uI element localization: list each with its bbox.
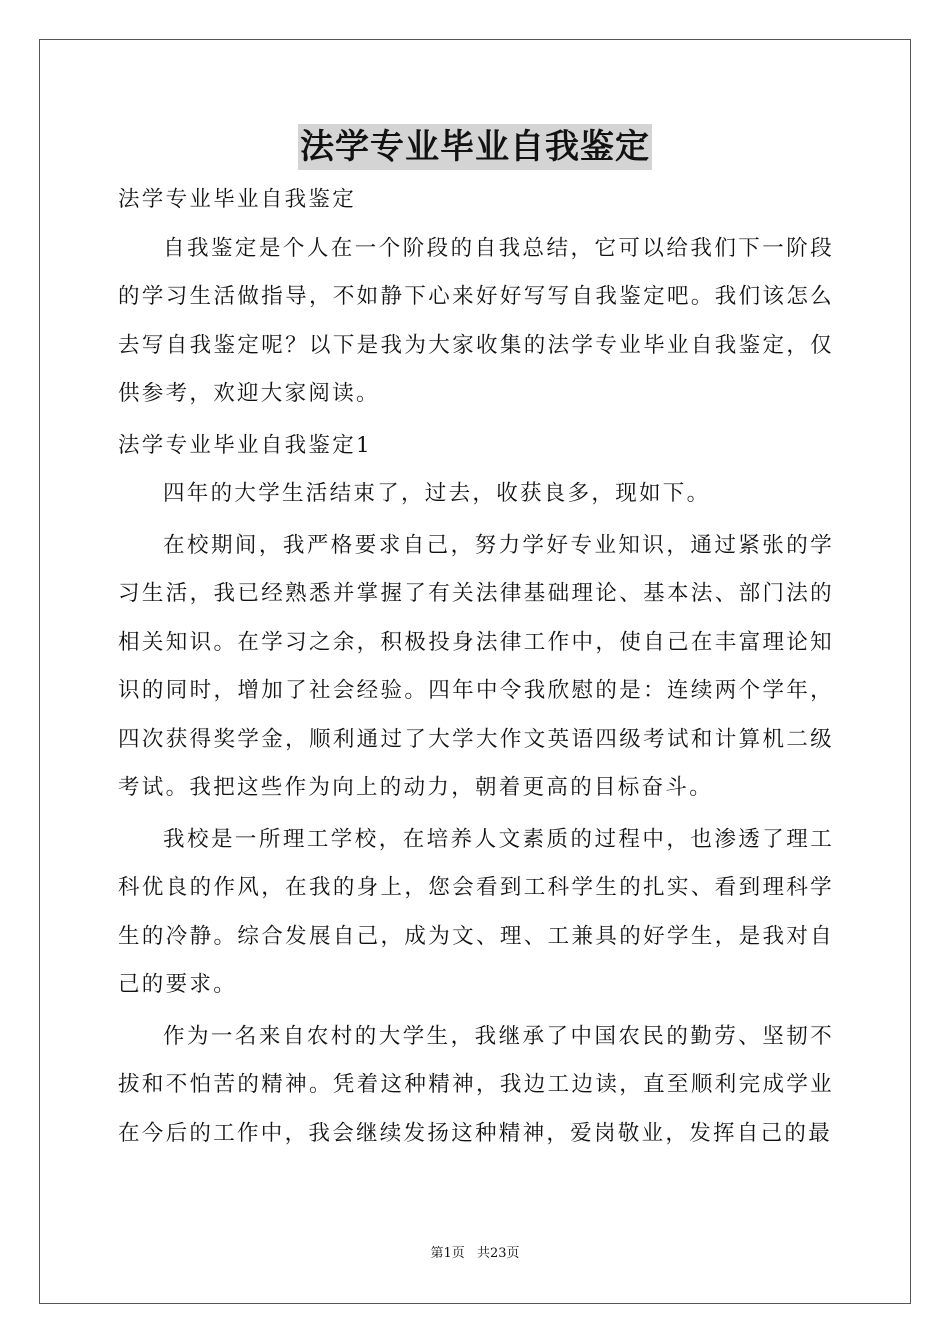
body-paragraph: 作为一名来自农村的大学生，我继承了中国农民的勤劳、坚韧不拔和不怕苦的精神。凭着这种精神，我边工边读，直至顺利完成学业在今后的工作中，我会继续发扬这种精神，爱岗敬业，发挥自己的最 — [118, 1023, 834, 1146]
document-subtitle: 法学专业毕业自我鉴定 — [118, 187, 357, 212]
page-total: 共23页 — [476, 1246, 520, 1261]
body-paragraph: 四年的大学生活结束了，过去，收获良多，现如下。 — [163, 481, 711, 506]
page-number: 第1页 — [430, 1246, 465, 1261]
document-title: 法学专业毕业自我鉴定 — [298, 124, 652, 170]
section-heading: 法学专业毕业自我鉴定1 — [118, 432, 372, 458]
body-paragraph: 我校是一所理工学校，在培养人文素质的过程中，也渗透了理工科优良的作风，在我的身上，您会看到工科学生的扎实、看到理科学生的冷静。综合发展自己，成为文、理、工兼具的好学生，是我对自己的要求。 — [118, 826, 834, 997]
body-paragraph: 在校期间，我严格要求自己，努力学好专业知识，通过紧张的学习生活，我已经熟悉并掌握了有关法律基础理论、基本法、部门法的相关知识。在学习之余，积极投身法律工作中，使自己在丰富理论知识的同时，增加了社会经验。四年中令我欣慰的是：连续两个学年，四次获得奖学金，顺利通过了大学大作文英语四级考试和计算机二级考试。我把这些作为向上的动力，朝着更高的目标奋斗。 — [118, 532, 834, 800]
page-footer — [0, 1245, 950, 1263]
document-body — [118, 176, 834, 1158]
title-container — [0, 124, 950, 170]
intro-paragraph: 自我鉴定是个人在一个阶段的自我总结，它可以给我们下一阶段的学习生活做指导，不如静下心来好好写写自我鉴定吧。我们该怎么去写自我鉴定呢？以下是我为大家收集的法学专业毕业自我鉴定，仅供参考，欢迎大家阅读。 — [118, 235, 834, 406]
